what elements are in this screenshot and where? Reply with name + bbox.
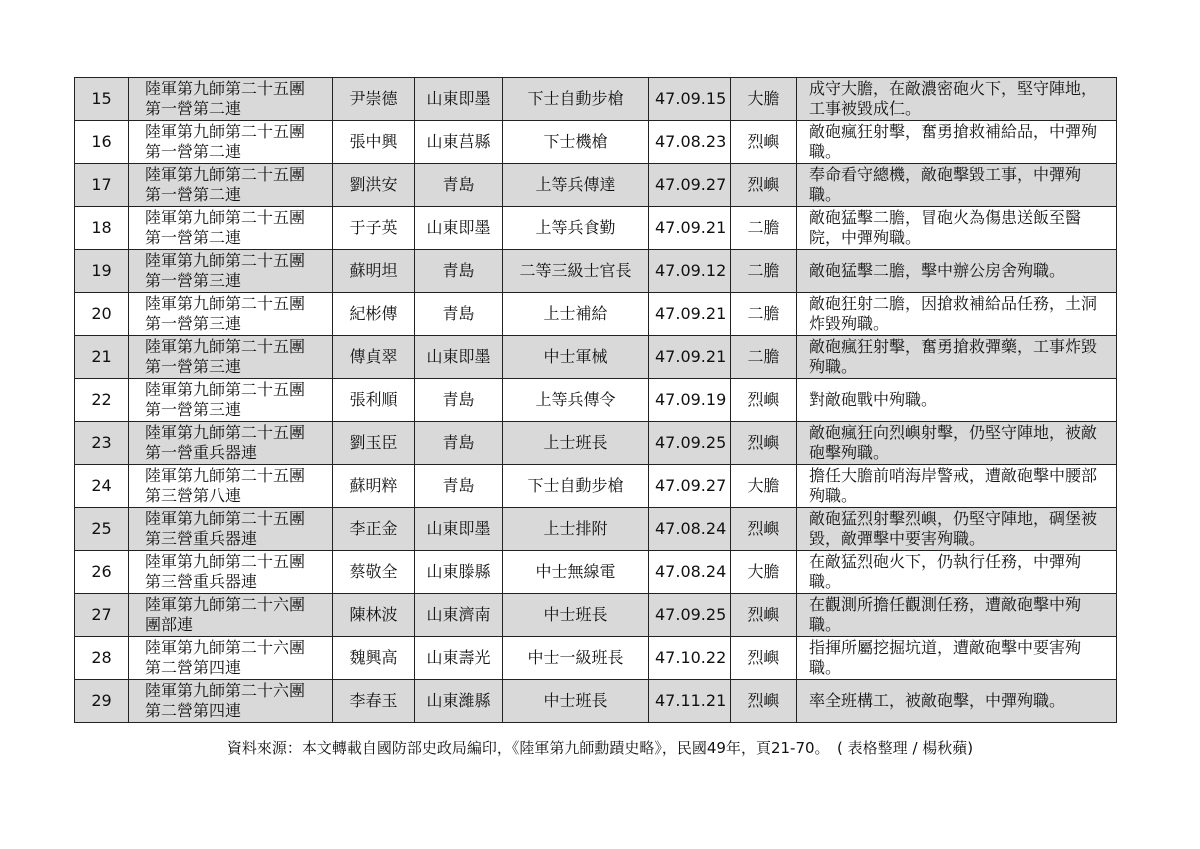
date-of-death: 47.08.24: [649, 508, 731, 551]
unit-company: 團部連: [145, 615, 194, 634]
hometown: 青島: [415, 250, 503, 293]
island: 二膽: [731, 336, 797, 379]
island: 大膽: [731, 551, 797, 594]
island: 烈嶼: [731, 508, 797, 551]
description: 指揮所屬挖掘坑道，遭敵砲擊中要害殉職。: [797, 637, 1117, 680]
table-body: [75, 78, 1117, 723]
table-row: [75, 465, 1117, 508]
table-row: [75, 379, 1117, 422]
description: 擔任大膽前哨海岸警戒，遭敵砲擊中腰部殉職。: [797, 465, 1117, 508]
rank-duty: 中士一級班長: [503, 637, 649, 680]
unit-cell: [129, 207, 333, 250]
unit-company: 第一營第二連: [145, 228, 242, 247]
island: 二膽: [731, 250, 797, 293]
unit-company: 第一營第三連: [145, 357, 242, 376]
unit-regiment: 陸軍第九師第二十五團: [145, 380, 306, 399]
rank-duty: 二等三級士官長: [503, 250, 649, 293]
rank-duty: 中士班長: [503, 594, 649, 637]
date-of-death: 47.09.25: [649, 422, 731, 465]
unit-company: 第三營重兵器連: [145, 572, 258, 591]
table-row: [75, 637, 1117, 680]
hometown: 青島: [415, 465, 503, 508]
unit-regiment: 陸軍第九師第二十五團: [145, 79, 306, 98]
table-row: [75, 551, 1117, 594]
soldier-name: 紀彬傳: [333, 293, 415, 336]
rank-duty: 上等兵食勤: [503, 207, 649, 250]
soldier-name: 尹崇德: [333, 78, 415, 121]
unit-company: 第一營重兵器連: [145, 443, 258, 462]
unit-regiment: 陸軍第九師第二十五團: [145, 337, 306, 356]
unit-company: 第三營第八連: [145, 486, 242, 505]
date-of-death: 47.09.21: [649, 336, 731, 379]
hometown: 山東滕縣: [415, 551, 503, 594]
unit-cell: [129, 422, 333, 465]
soldier-name: 李春玉: [333, 680, 415, 723]
hometown: 青島: [415, 379, 503, 422]
rank-duty: 上士補給: [503, 293, 649, 336]
date-of-death: 47.09.27: [649, 164, 731, 207]
casualty-table: [74, 77, 1117, 723]
unit-regiment: 陸軍第九師第二十五團: [145, 509, 306, 528]
island: 二膽: [731, 207, 797, 250]
island: 烈嶼: [731, 379, 797, 422]
hometown: 山東即墨: [415, 508, 503, 551]
row-number: 20: [75, 293, 129, 336]
date-of-death: 47.11.21: [649, 680, 731, 723]
unit-company: 第一營第三連: [145, 400, 242, 419]
date-of-death: 47.09.21: [649, 293, 731, 336]
date-of-death: 47.09.12: [649, 250, 731, 293]
unit-cell: [129, 465, 333, 508]
unit-cell: [129, 551, 333, 594]
description: 敵砲猛烈射擊烈嶼，仍堅守陣地，碉堡被毀，敵彈擊中要害殉職。: [797, 508, 1117, 551]
unit-regiment: 陸軍第九師第二十五團: [145, 208, 306, 227]
row-number: 26: [75, 551, 129, 594]
unit-cell: [129, 336, 333, 379]
date-of-death: 47.08.24: [649, 551, 731, 594]
table-row: [75, 336, 1117, 379]
row-number: 28: [75, 637, 129, 680]
island: 大膽: [731, 78, 797, 121]
rank-duty: 上等兵傳令: [503, 379, 649, 422]
table-row: [75, 293, 1117, 336]
island: 烈嶼: [731, 594, 797, 637]
rank-duty: 下士自動步槍: [503, 465, 649, 508]
hometown: 山東即墨: [415, 78, 503, 121]
date-of-death: 47.09.19: [649, 379, 731, 422]
rank-duty: 上士班長: [503, 422, 649, 465]
unit-company: 第三營重兵器連: [145, 529, 258, 548]
rank-duty: 上士排附: [503, 508, 649, 551]
row-number: 27: [75, 594, 129, 637]
unit-regiment: 陸軍第九師第二十五團: [145, 466, 306, 485]
unit-regiment: 陸軍第九師第二十五團: [145, 165, 306, 184]
unit-company: 第一營第二連: [145, 142, 242, 161]
unit-company: 第二營第四連: [145, 701, 242, 720]
soldier-name: 陳林波: [333, 594, 415, 637]
hometown: 山東即墨: [415, 207, 503, 250]
date-of-death: 47.08.23: [649, 121, 731, 164]
rank-duty: 下士機槍: [503, 121, 649, 164]
unit-cell: [129, 379, 333, 422]
soldier-name: 李正金: [333, 508, 415, 551]
soldier-name: 魏興高: [333, 637, 415, 680]
description: 敵砲猛擊二膽，擊中辦公房舍殉職。: [797, 250, 1117, 293]
table-row: [75, 164, 1117, 207]
date-of-death: 47.09.27: [649, 465, 731, 508]
island: 烈嶼: [731, 680, 797, 723]
unit-regiment: 陸軍第九師第二十六團: [145, 681, 306, 700]
soldier-name: 蘇明粹: [333, 465, 415, 508]
island: 烈嶼: [731, 164, 797, 207]
rank-duty: 上等兵傳達: [503, 164, 649, 207]
row-number: 25: [75, 508, 129, 551]
description: 對敵砲戰中殉職。: [797, 379, 1117, 422]
table-row: [75, 207, 1117, 250]
unit-company: 第一營第三連: [145, 314, 242, 333]
unit-regiment: 陸軍第九師第二十六團: [145, 595, 306, 614]
soldier-name: 傳貞翠: [333, 336, 415, 379]
table-row: [75, 680, 1117, 723]
row-number: 18: [75, 207, 129, 250]
unit-regiment: 陸軍第九師第二十五團: [145, 122, 306, 141]
unit-regiment: 陸軍第九師第二十五團: [145, 552, 306, 571]
unit-regiment: 陸軍第九師第二十六團: [145, 638, 306, 657]
table-row: [75, 594, 1117, 637]
description: 奉命看守總機，敵砲擊毀工事，中彈殉職。: [797, 164, 1117, 207]
rank-duty: 下士自動步槍: [503, 78, 649, 121]
unit-cell: [129, 164, 333, 207]
soldier-name: 蘇明坦: [333, 250, 415, 293]
row-number: 15: [75, 78, 129, 121]
unit-company: 第一營第二連: [145, 185, 242, 204]
table-row: [75, 508, 1117, 551]
hometown: 山東濟南: [415, 594, 503, 637]
description: 敵砲瘋狂射擊，奮勇搶救補給品，中彈殉職。: [797, 121, 1117, 164]
description: 敵砲猛擊二膽，冒砲火為傷患送飯至醫院，中彈殉職。: [797, 207, 1117, 250]
soldier-name: 劉洪安: [333, 164, 415, 207]
rank-duty: 中士無線電: [503, 551, 649, 594]
hometown: 青島: [415, 422, 503, 465]
unit-cell: [129, 78, 333, 121]
row-number: 22: [75, 379, 129, 422]
date-of-death: 47.09.21: [649, 207, 731, 250]
unit-company: 第一營第二連: [145, 99, 242, 118]
unit-cell: [129, 508, 333, 551]
row-number: 16: [75, 121, 129, 164]
island: 大膽: [731, 465, 797, 508]
date-of-death: 47.09.15: [649, 78, 731, 121]
rank-duty: 中士軍械: [503, 336, 649, 379]
hometown: 青島: [415, 293, 503, 336]
description: 成守大膽，在敵濃密砲火下，堅守陣地，工事被毀成仁。: [797, 78, 1117, 121]
description: 敵砲瘋狂射擊，奮勇搶救彈藥，工事炸毀殉職。: [797, 336, 1117, 379]
unit-company: 第二營第四連: [145, 658, 242, 677]
island: 烈嶼: [731, 422, 797, 465]
soldier-name: 張利順: [333, 379, 415, 422]
row-number: 21: [75, 336, 129, 379]
island: 烈嶼: [731, 121, 797, 164]
island: 烈嶼: [731, 637, 797, 680]
unit-cell: [129, 250, 333, 293]
rank-duty: 中士班長: [503, 680, 649, 723]
description: 率全班構工，被敵砲擊，中彈殉職。: [797, 680, 1117, 723]
date-of-death: 47.10.22: [649, 637, 731, 680]
date-of-death: 47.09.25: [649, 594, 731, 637]
unit-regiment: 陸軍第九師第二十五團: [145, 251, 306, 270]
soldier-name: 于子英: [333, 207, 415, 250]
row-number: 29: [75, 680, 129, 723]
unit-regiment: 陸軍第九師第二十五團: [145, 294, 306, 313]
unit-cell: [129, 293, 333, 336]
table-row: [75, 422, 1117, 465]
row-number: 24: [75, 465, 129, 508]
unit-cell: [129, 680, 333, 723]
soldier-name: 張中興: [333, 121, 415, 164]
hometown: 山東壽光: [415, 637, 503, 680]
hometown: 山東莒縣: [415, 121, 503, 164]
description: 敵砲狂射二膽，因搶救補給品任務，土洞炸毀殉職。: [797, 293, 1117, 336]
unit-cell: [129, 637, 333, 680]
soldier-name: 劉玉臣: [333, 422, 415, 465]
unit-cell: [129, 594, 333, 637]
description: 在敵猛烈砲火下，仍執行任務，中彈殉職。: [797, 551, 1117, 594]
island: 二膽: [731, 293, 797, 336]
row-number: 17: [75, 164, 129, 207]
description: 在觀測所擔任觀測任務，遭敵砲擊中殉職。: [797, 594, 1117, 637]
unit-cell: [129, 121, 333, 164]
table-row: [75, 250, 1117, 293]
table-row: [75, 121, 1117, 164]
source-caption: 資料來源：本文轉載自國防部史政局編印，《陸軍第九師勳蹟史略》，民國49年，頁21-70。 ( 表格整理 / 楊秋蘋): [226, 739, 974, 757]
table-row: [75, 78, 1117, 121]
row-number: 23: [75, 422, 129, 465]
row-number: 19: [75, 250, 129, 293]
unit-regiment: 陸軍第九師第二十五團: [145, 423, 306, 442]
soldier-name: 蔡敬全: [333, 551, 415, 594]
hometown: 青島: [415, 164, 503, 207]
hometown: 山東濰縣: [415, 680, 503, 723]
unit-company: 第一營第三連: [145, 271, 242, 290]
description: 敵砲瘋狂向烈嶼射擊，仍堅守陣地，被敵砲擊殉職。: [797, 422, 1117, 465]
hometown: 山東即墨: [415, 336, 503, 379]
